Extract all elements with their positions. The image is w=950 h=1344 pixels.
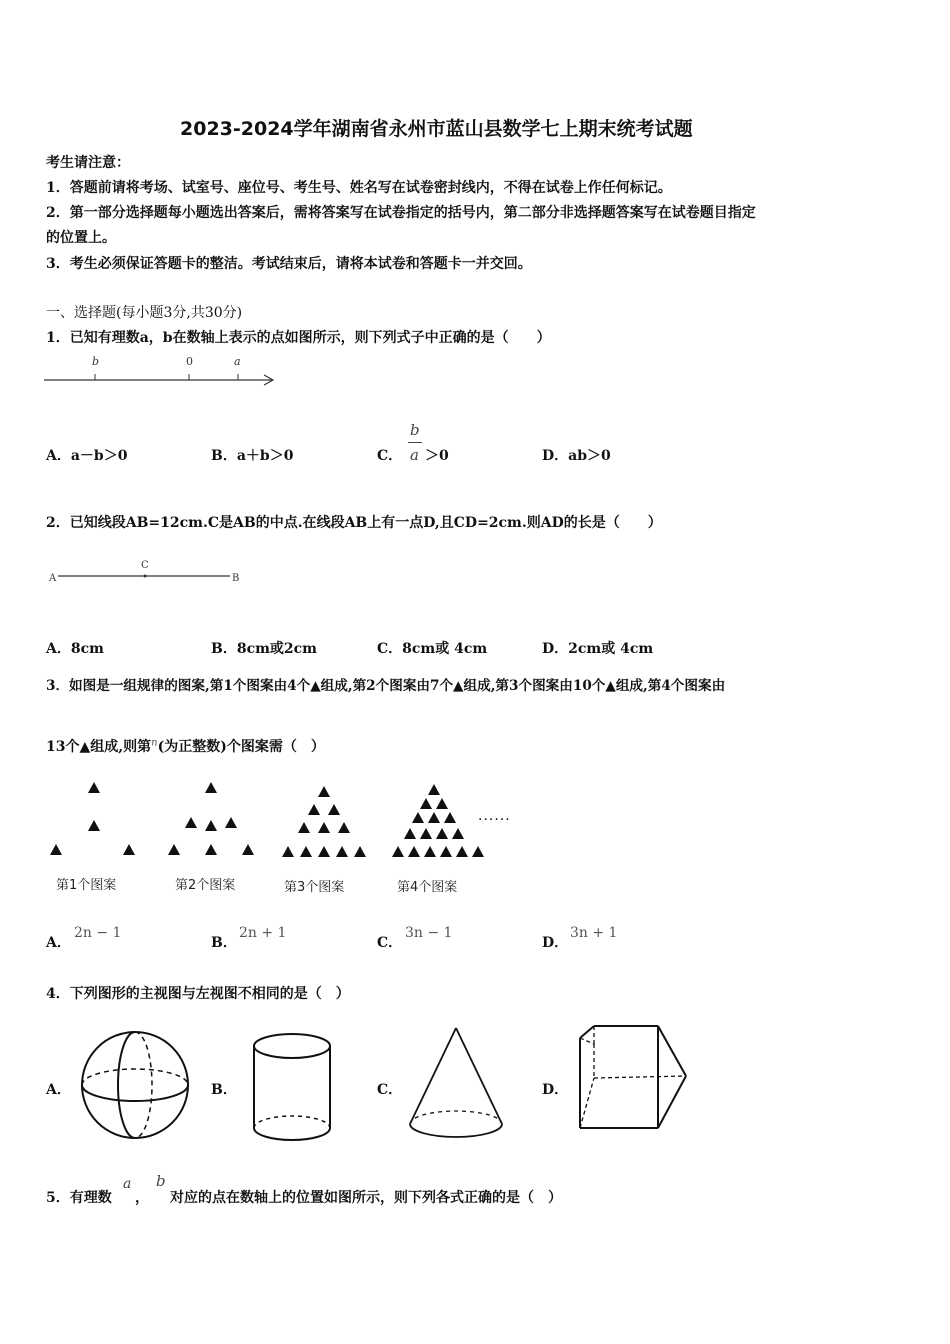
q1-option-a[interactable]: A．a－b＞0 [46,448,128,464]
q3-option-a-value: 2n − 1 [74,925,122,941]
q3-caption-1: 第1个图案 [56,878,117,893]
q3-caption-4: 第4个图案 [397,880,458,895]
q1-label-b: b [92,355,100,368]
notice-item-1: 1．答题前请将考场、试室号、座位号、考生号、姓名写在试卷密封线内，不得在试卷上作任何标记。 [46,180,672,196]
q1-number-line [44,352,284,392]
q4-option-a[interactable]: A． [46,1082,71,1098]
q1-option-c-suffix: ＞0 [425,448,449,464]
q5-stem-start: 5．有理数 [46,1190,112,1206]
q3-stem-n: n [151,737,158,749]
q3-stem-part1: 13个▲组成,则第 [46,739,152,755]
q1-label-a: a [234,355,241,368]
q3-option-c[interactable]: C． [377,935,403,951]
q5-comma: ， [135,1190,149,1206]
q2-option-d[interactable]: D．2cm或 4cm [542,641,654,657]
q3-option-d[interactable]: D． [542,935,569,951]
q2-option-a[interactable]: A．8cm [46,641,104,657]
q3-option-d-value: 3n + 1 [570,925,618,941]
q1-option-c-denominator: a [410,446,419,464]
notice-item-2-cont: 的位置上。 [46,230,116,246]
q3-triangle-patterns [44,776,534,866]
q2-label-c: C [141,560,149,571]
q4-option-d[interactable]: D． [542,1082,569,1098]
q2-option-c[interactable]: C．8cm或 4cm [377,641,488,657]
q1-option-c-numerator: b [410,421,420,439]
q3-stem-line2 [46,736,325,756]
notice-item-3: 3．考生必须保证答题卡的整洁。考试结束后，请将本试卷和答题卡一并交回。 [46,256,532,272]
q5-var-a: a [123,1176,132,1192]
notice-item-2: 2．第一部分选择题每小题选出答案后，需将答案写在试卷指定的括号内，第二部分非选择题答案写在试卷题目指定 [46,205,756,221]
q5-var-b: b [156,1172,166,1190]
q3-caption-3: 第3个图案 [284,880,345,895]
q4-stem: 4．下列图形的主视图与左视图不相同的是（ ） [46,986,350,1002]
q3-stem-line1: 3．如图是一组规律的图案,第1个图案由4个▲组成,第2个图案由7个▲组成,第3个图案由10个▲组成,第4个图案由 [46,678,726,694]
q1-option-c-letter: C． [377,448,403,464]
q2-stem: 2．已知线段AB=12cm.C是AB的中点.在线段AB上有一点D,且CD=2cm.则AD的长是（ ） [46,515,662,531]
q1-option-c-fraction-bar [408,442,422,443]
q3-option-b-value: 2n + 1 [239,925,287,941]
q1-option-c[interactable] [377,445,402,465]
section-header: 一、选择题(每小题3分,共30分) [46,305,243,321]
q3-stem-part2: (为正整数)个图案需（ ） [157,739,325,755]
q4-option-b[interactable]: B． [211,1082,237,1098]
q2-option-b[interactable]: B．8cm或2cm [211,641,317,657]
notice-heading: 考生请注意： [46,155,130,171]
q3-option-c-value: 3n − 1 [405,925,453,941]
q4-cylinder-figure [250,1030,336,1146]
q5-stem-end: 对应的点在数轴上的位置如图所示，则下列各式正确的是（ ） [170,1190,562,1206]
q1-stem: 1．已知有理数a，b在数轴上表示的点如图所示，则下列式子中正确的是（ ） [46,330,551,346]
q3-option-a[interactable]: A． [46,935,71,951]
page-title: 2023-2024学年湖南省永州市蓝山县数学七上期末统考试题 [180,118,693,140]
q4-sphere-figure [80,1027,192,1143]
q3-caption-2: 第2个图案 [175,878,236,893]
q3-option-b[interactable]: B． [211,935,237,951]
q1-option-d[interactable]: D．ab＞0 [542,448,611,464]
q2-label-b: B [232,573,240,584]
q1-option-b[interactable]: B．a＋b＞0 [211,448,294,464]
q4-cone-figure [406,1024,506,1144]
q1-label-0: 0 [186,355,193,368]
q4-option-c[interactable]: C． [377,1082,403,1098]
q2-label-a: A [49,573,57,584]
q3-ellipsis: ······ [478,812,511,828]
q4-prism-figure [576,1024,692,1134]
